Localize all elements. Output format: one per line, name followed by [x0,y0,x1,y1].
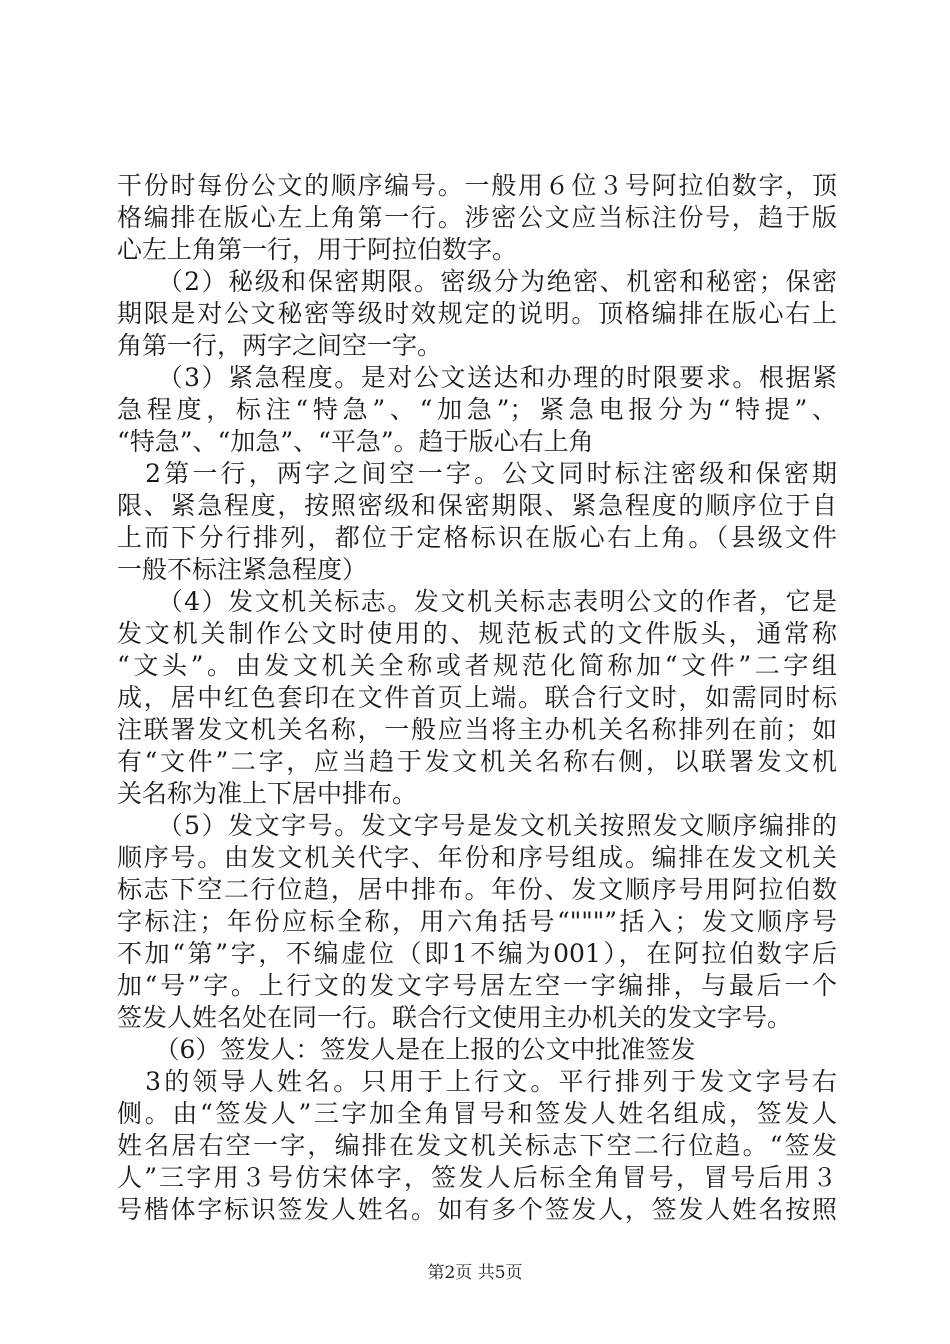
text-line: 限、紧急程度，按照密级和保密期限、紧急程度的顺序位于自 [117,491,837,520]
text-line: 发文机关制作公文时使用的、规范板式的文件版头，通常称 [117,619,837,648]
text-line: 上而下分行排列，都位于定格标识在版心右上角。（县级文件 [117,523,837,552]
text-line: 标志下空二行位趋，居中排布。年份、发文顺序号用阿拉伯数 [117,875,837,904]
text-line: 2第一行，两字之间空一字。公文同时标注密级和保密期 [117,459,837,488]
text-line: （2）秘级和保密期限。密级分为绝密、机密和秘密；保密 [117,267,837,296]
text-line: 字标注；年份应标全称，用六角括号“"""”括入；发文顺序号 [117,907,837,936]
text-line: 干份时每份公文的顺序编号。一般用６位３号阿拉伯数字，顶 [117,171,837,200]
text-line: 成，居中红色套印在文件首页上端。联合行文时，如需同时标 [117,683,837,712]
text-line: （4）发文机关标志。发文机关标志表明公文的作者，它是 [117,587,837,616]
text-line: 姓名居右空一字，编排在发文机关标志下空二行位趋。“签发 [117,1131,837,1160]
page-number-footer: 第2页 共5页 [427,1263,523,1283]
body-text [117,170,837,1226]
text-line: （5）发文字号。发文字号是发文机关按照发文顺序编排的 [117,811,837,840]
text-line: 签发人姓名处在同一行。联合行文使用主办机关的发文字号。 [117,1003,793,1032]
text-line: 急程度，标注“特急”、“加急”；紧急电报分为“特提”、 [117,395,837,424]
text-line: （6）签发人：签发人是在上报的公文中批准签发 [117,1035,696,1064]
text-line: （3）紧急程度。是对公文送达和办理的时限要求。根据紧 [117,363,837,392]
text-line: 角第一行，两字之间空一字。 [117,331,443,360]
text-line: “文头”。由发文机关全称或者规范化简称加“文件”二字组 [117,651,837,680]
text-line: 一般不标注紧急程度） [117,555,368,584]
text-line: 3的领导人姓名。只用于上行文。平行排列于发文字号右 [117,1067,837,1096]
text-line: 加“号”字。上行文的发文字号居左空一字编排，与最后一个 [117,971,837,1000]
text-line: 格编排在版心左上角第一行。涉密公文应当标注份号，趋于版 [117,203,837,232]
text-line: 人”三字用３号仿宋体字，签发人后标全角冒号，冒号后用３ [117,1163,837,1192]
text-line: 期限是对公文秘密等级时效规定的说明。顶格编排在版心右上 [117,299,837,328]
text-line: 心左上角第一行，用于阿拉伯数字。 [117,235,518,264]
text-line: 关名称为准上下居中排布。 [117,779,418,808]
text-line: 有“文件”二字，应当趋于发文机关名称右侧，以联署发文机 [117,747,837,776]
text-line: 侧。由“签发人”三字加全角冒号和签发人姓名组成，签发人 [117,1099,837,1128]
text-line: 顺序号。由发文机关代字、年份和序号组成。编排在发文机关 [117,843,837,872]
text-line: 号楷体字标识签发人姓名。如有多个签发人，签发人姓名按照 [117,1195,837,1224]
text-line: 不加“第”字，不编虚位（即1不编为001），在阿拉伯数字后 [117,939,837,968]
text-line: “特急”、“加急”、“平急”。趋于版心右上角 [117,427,594,456]
text-line: 注联署发文机关名称，一般应当将主办机关名称排列在前；如 [117,715,837,744]
